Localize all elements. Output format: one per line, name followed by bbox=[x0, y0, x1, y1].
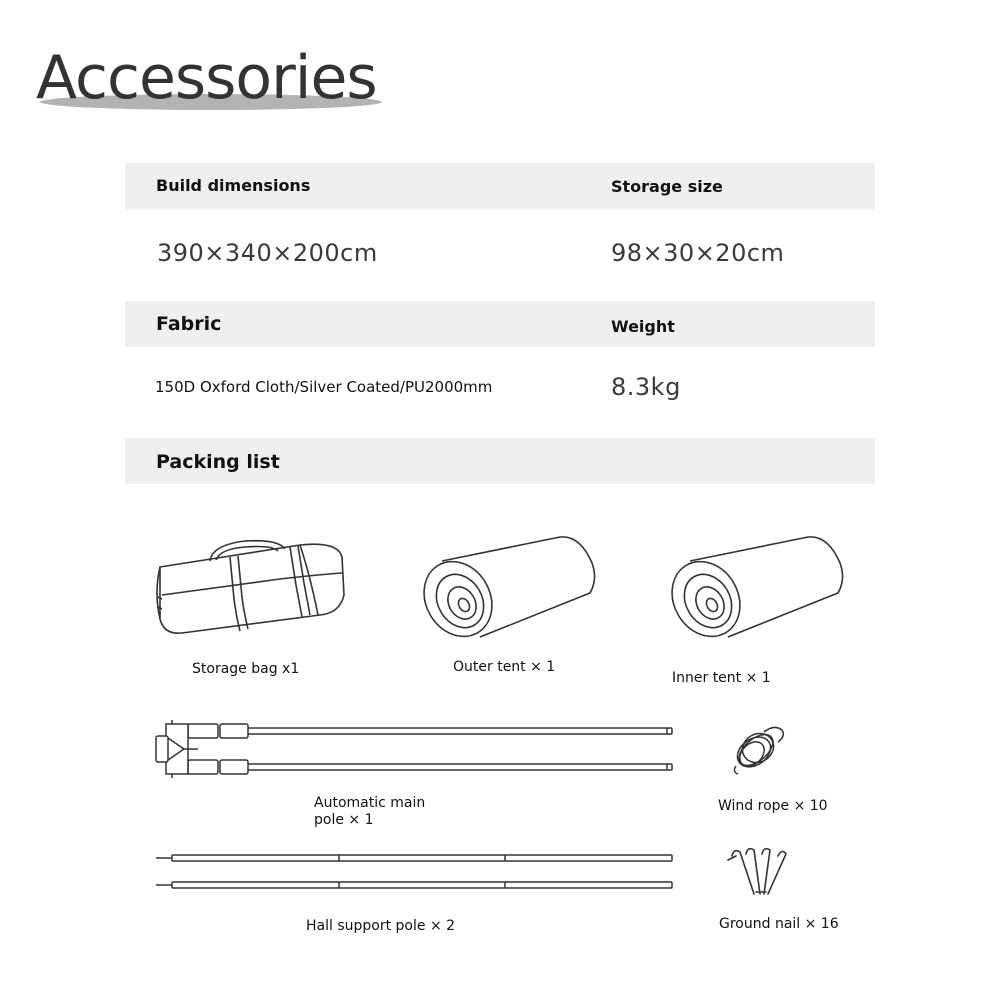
storage-bag-icon bbox=[150, 535, 350, 640]
fabric-label: Fabric bbox=[156, 313, 222, 335]
storage-size-value: 98×30×20cm bbox=[611, 239, 785, 267]
page-title: Accessories bbox=[36, 43, 377, 113]
inner-tent-label: Inner tent × 1 bbox=[672, 670, 771, 686]
ground-nail-label: Ground nail × 16 bbox=[719, 916, 839, 932]
wind-rope-label: Wind rope × 10 bbox=[718, 798, 828, 814]
storage-bag-label: Storage bag x1 bbox=[192, 661, 300, 677]
outer-tent-icon bbox=[420, 533, 600, 641]
title-block bbox=[36, 40, 386, 120]
outer-tent-label: Outer tent × 1 bbox=[453, 659, 556, 675]
weight-value: 8.3kg bbox=[611, 373, 681, 401]
support-pole-icon bbox=[156, 850, 676, 892]
spec-header-row-1 bbox=[125, 163, 875, 209]
weight-label: Weight bbox=[611, 317, 675, 336]
support-pole-label: Hall support pole × 2 bbox=[306, 918, 456, 934]
build-dimensions-label: Build dimensions bbox=[156, 176, 311, 195]
spec-header-row-2 bbox=[125, 301, 875, 347]
fabric-value: 150D Oxford Cloth/Silver Coated/PU2000mm bbox=[155, 378, 493, 396]
main-pole-label-line1: Automatic main bbox=[314, 795, 426, 811]
main-pole-icon bbox=[152, 720, 677, 780]
build-dimensions-value: 390×340×200cm bbox=[157, 239, 378, 267]
ground-nail-icon bbox=[724, 846, 792, 898]
rope-coil-icon bbox=[728, 722, 788, 776]
storage-size-label: Storage size bbox=[611, 177, 723, 196]
inner-tent-icon bbox=[668, 533, 848, 641]
main-pole-label-line2: pole × 1 bbox=[314, 812, 374, 828]
packing-list-label: Packing list bbox=[156, 451, 280, 473]
packing-list-header bbox=[125, 438, 875, 484]
